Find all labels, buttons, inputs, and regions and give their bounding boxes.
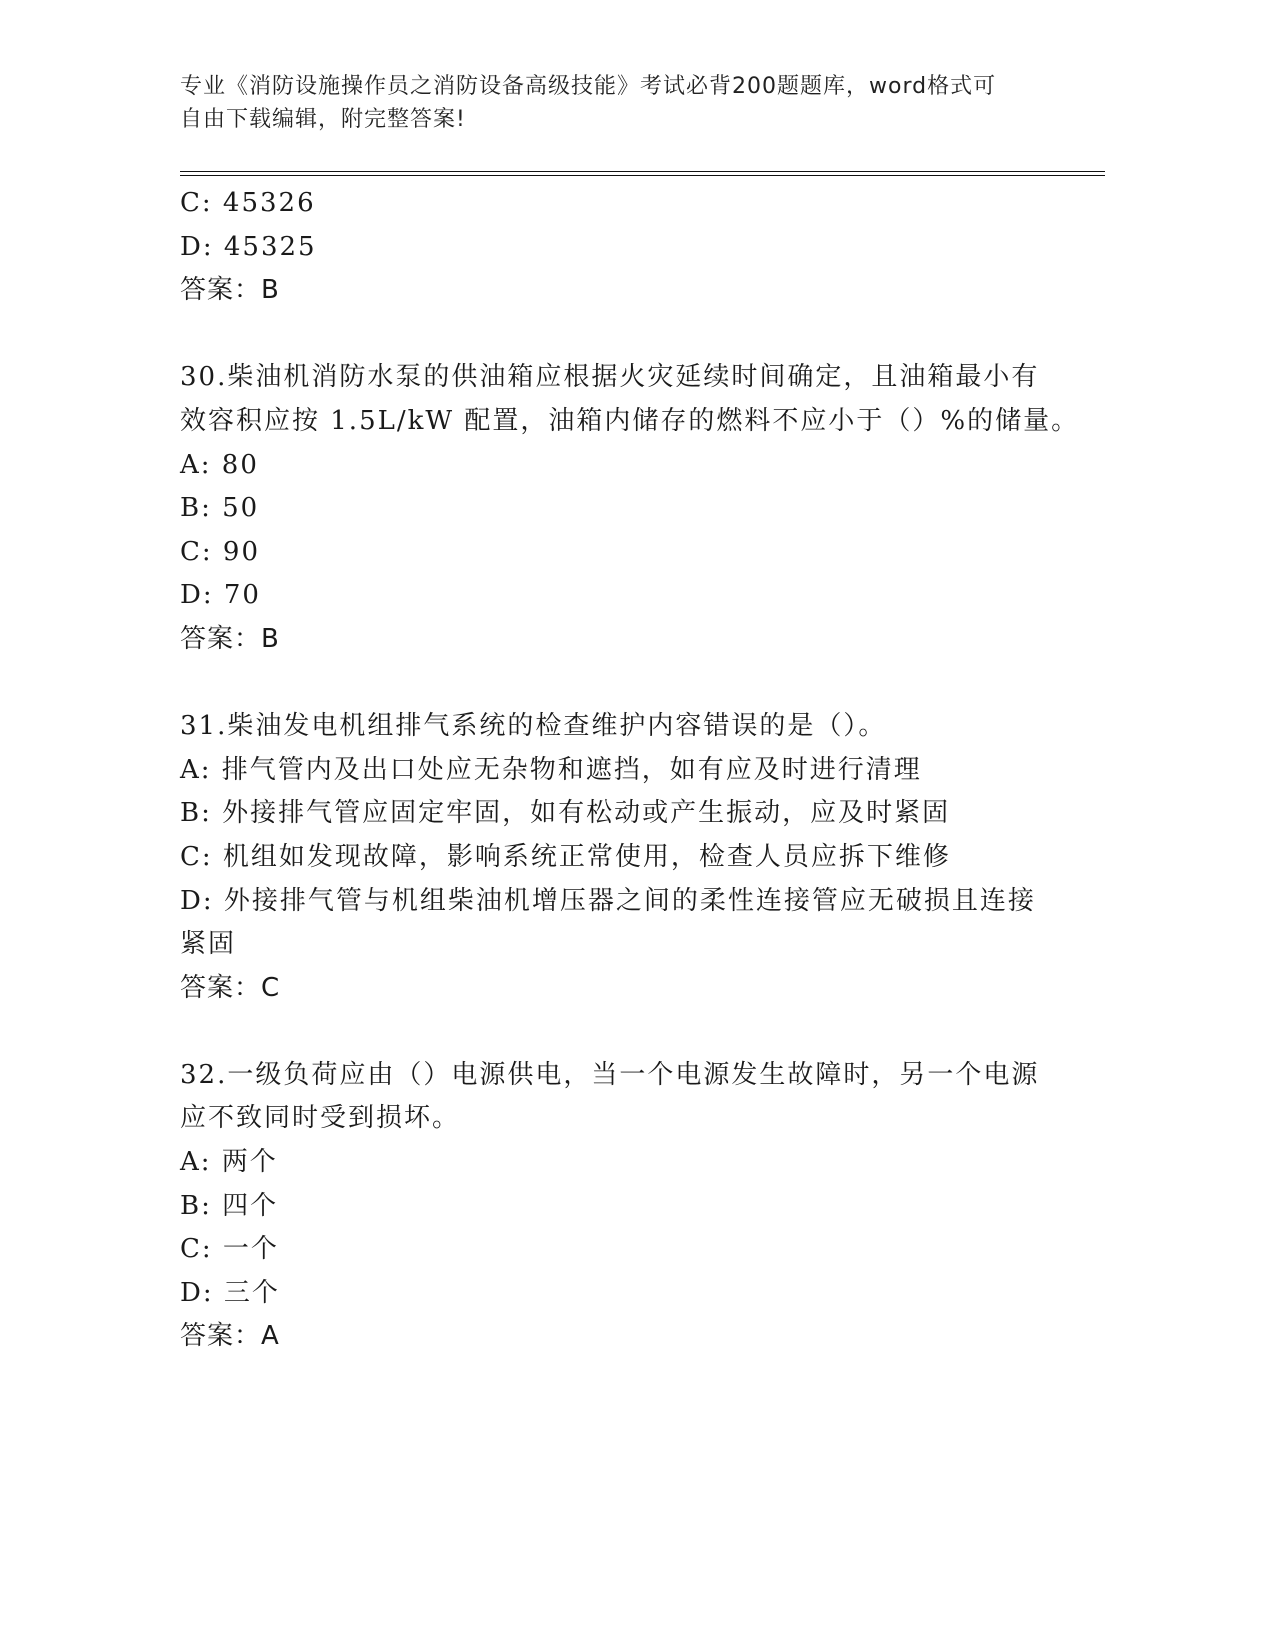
option-d: D: 外接排气管与机组柴油机增压器之间的柔性连接管应无破损且连接 (180, 885, 1036, 916)
exam-content (180, 182, 1080, 1359)
question-stem-continued: 效容积应按 1.5L/kW 配置，油箱内储存的燃料不应小于（）%的储量。 (180, 405, 1080, 436)
option-d-continued: 紧固 (180, 929, 237, 960)
answer-line: 答案：B (180, 623, 280, 654)
question-stem: 32.一级负荷应由（）电源供电，当一个电源发生故障时，另一个电源 (180, 1059, 1040, 1090)
question-stem-continued: 应不致同时受到损坏。 (180, 1103, 461, 1134)
header-line-1: 专业《消防设施操作员之消防设备高级技能》考试必背200题题库，word格式可 (180, 74, 997, 99)
option-c: C: 机组如发现故障，影响系统正常使用，检查人员应拆下维修 (180, 841, 951, 872)
question-31 (180, 705, 1040, 1010)
page-header (180, 70, 1040, 136)
answer-line: 答案：B (180, 275, 280, 306)
spacer (180, 662, 1040, 706)
option-b: B: 四个 (180, 1190, 279, 1221)
option-a: A: 排气管内及出口处应无杂物和遮挡，如有应及时进行清理 (180, 754, 922, 785)
option-a: A: 80 (180, 449, 259, 480)
spacer (180, 313, 1040, 357)
question-32 (180, 1054, 1040, 1359)
previous-question-tail (180, 182, 1040, 313)
option-d: D: 45325 (180, 231, 317, 262)
option-d: D: 70 (180, 580, 261, 611)
question-stem: 31.柴油发电机组排气系统的检查维护内容错误的是（）。 (180, 711, 887, 742)
option-c: C: 90 (180, 536, 261, 567)
answer-line: 答案：C (180, 972, 281, 1003)
option-a: A: 两个 (180, 1147, 278, 1178)
option-c: C: 45326 (180, 188, 316, 218)
header-divider-top (180, 171, 1105, 172)
question-stem: 30.柴油机消防水泵的供油箱应根据火灾延续时间确定，且油箱最小有 (180, 362, 1040, 393)
question-30 (180, 356, 1080, 661)
answer-line: 答案：A (180, 1321, 280, 1352)
option-c: C: 一个 (180, 1234, 279, 1265)
header-line-2: 自由下载编辑，附完整答案! (180, 107, 466, 132)
spacer (180, 1010, 1040, 1054)
header-divider-bottom (180, 175, 1105, 176)
option-d: D: 三个 (180, 1277, 280, 1308)
option-b: B: 50 (180, 493, 260, 524)
option-b: B: 外接排气管应固定牢固，如有松动或产生振动，应及时紧固 (180, 798, 951, 829)
